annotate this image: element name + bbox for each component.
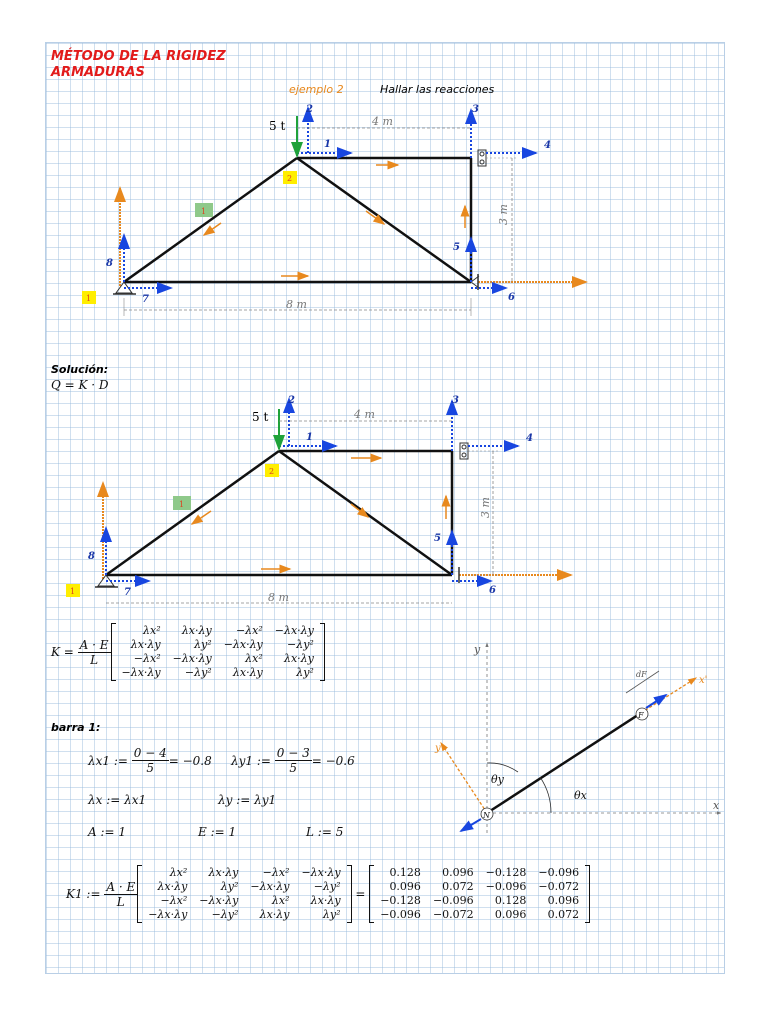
matrix-cell: −0.072 [432, 908, 474, 921]
matrix-cell: −0.072 [538, 880, 580, 893]
matrix-cell: λx·λy [259, 908, 290, 921]
svg-text:6: 6 [489, 585, 496, 596]
svg-text:7: 7 [124, 587, 131, 598]
dof-1: 1 [324, 139, 331, 150]
axis-y-label: y [474, 643, 481, 656]
matrix-cell: 0.072 [442, 880, 474, 893]
axis-x-label: x [713, 799, 720, 812]
k1-numeric-matrix [369, 865, 590, 923]
svg-text:5: 5 [434, 533, 441, 544]
matrix-cell: −λx·λy [148, 908, 188, 921]
matrix-cell: λy² [322, 908, 341, 921]
svg-text:2: 2 [269, 467, 275, 476]
svg-text:1: 1 [179, 500, 185, 509]
matrix-cell: −λy² [184, 666, 212, 679]
matrix-cell: −λx·λy [301, 866, 341, 879]
matrix-cell: 0.096 [442, 866, 474, 879]
svg-text:3 m: 3 m [479, 497, 492, 518]
matrix-cell: 0.128 [494, 894, 527, 907]
node-1-label: 1 [86, 294, 92, 303]
matrix-cell: λx·λy [181, 624, 212, 637]
dof-7: 7 [142, 294, 149, 305]
dof-2: 2 [306, 104, 313, 115]
load-label: 5 t [269, 119, 286, 133]
matrix-cell: −0.128 [485, 866, 527, 879]
local-y-label: y' [435, 743, 444, 754]
bar-1-label: 1 [201, 207, 207, 216]
matrix-cell: λx² [245, 652, 263, 665]
worksheet [45, 42, 725, 974]
lambda-y1: λy1 := $\frac{0 - 3}{5}$ = −0.6 [231, 746, 355, 775]
matrix-cell: λx² [169, 866, 188, 879]
k-generic-formula: K = $\frac{A \cdot E}{L}$ λx² λx·λy −λx² −λx·λy λx·λy λy² −λx·λy −λy² −λx² −λx·λy λx² λx·λy −λx·λy −λy² λx·λy λy² [51, 623, 325, 681]
matrix-cell: λy² [296, 666, 314, 679]
k1-formula: K1 := $\frac{A \cdot E}{L}$ λx² λx·λy −λx² −λx·λy λx·λy λy² −λx·λy −λy² −λx² −λx·λy λx² λx·λy −λx·λy −λy² λx·λy λy² = 0.128 0.096 −0.128 −0.096 0.096 0.072 −0.096 −0.072 −0.128 −0.096 0.128 0.096 −0.096 −0.072 0.096 0.072 [66, 865, 590, 923]
matrix-cell: −λy² [313, 880, 341, 893]
df-label: dF [636, 670, 647, 679]
modulus-assign: E := 1 [198, 825, 237, 839]
matrix-cell: λy² [220, 880, 239, 893]
matrix-cell: −λx·λy [172, 652, 212, 665]
matrix-cell: λx² [143, 624, 161, 637]
truss-diagram-1 [46, 98, 724, 333]
dim-bottom-label: 8 m [286, 298, 307, 311]
matrix-cell: −λx² [160, 894, 188, 907]
lambda-y-assign: λy := λy1 [218, 793, 277, 807]
orientation-sketch [431, 633, 721, 833]
dof-3: 3 [472, 104, 479, 115]
dof-8: 8 [106, 258, 113, 269]
svg-text:8 m: 8 m [268, 591, 289, 604]
svg-text:4: 4 [526, 433, 533, 444]
matrix-cell: 0.096 [494, 908, 527, 921]
dof-4: 4 [544, 140, 551, 151]
matrix-cell: −λx·λy [199, 894, 239, 907]
matrix-cell: 0.128 [389, 866, 421, 879]
theta-y-label: θy [491, 773, 504, 786]
bar1-heading: barra 1: [51, 721, 101, 734]
matrix-cell: 0.096 [547, 894, 580, 907]
solution-equation: Q = K · D [51, 378, 109, 392]
dof-5: 5 [453, 242, 460, 253]
area-assign: A := 1 [88, 825, 127, 839]
member-1 [124, 158, 297, 282]
svg-text:2: 2 [288, 395, 295, 406]
member-diagonal [297, 158, 471, 282]
lambda-x1: λx1 := $\frac{0 - 4}{5}$ = −0.8 [88, 746, 212, 775]
svg-text:8: 8 [88, 551, 95, 562]
matrix-cell: −λy² [287, 638, 314, 651]
matrix-cell: −λx·λy [223, 638, 263, 651]
svg-text:4 m: 4 m [354, 408, 375, 421]
lambda-x-assign: λx := λx1 [88, 793, 147, 807]
dof-6: 6 [508, 292, 515, 303]
matrix-cell: −λx·λy [274, 624, 314, 637]
matrix-cell: −λy² [211, 908, 239, 921]
matrix-cell: −0.096 [432, 894, 474, 907]
svg-text:1: 1 [70, 587, 76, 596]
matrix-cell: λx² [271, 894, 290, 907]
matrix-cell: −λx·λy [250, 880, 290, 893]
node-far-label: F [638, 711, 644, 720]
theta-x-label: θx [574, 789, 587, 802]
matrix-cell: −λx² [262, 866, 290, 879]
matrix-cell: −λx·λy [121, 666, 161, 679]
page-title: MÉTODO DE LA RIGIDEZ [51, 49, 226, 64]
matrix-cell: λx·λy [310, 894, 341, 907]
page-subtitle: ARMADURAS [51, 65, 145, 80]
dim-height-label: 3 m [497, 204, 510, 225]
k1-symbolic-matrix [137, 865, 351, 923]
matrix-cell: λx·λy [130, 638, 161, 651]
matrix-cell: λx·λy [232, 666, 263, 679]
svg-text:1: 1 [306, 432, 313, 443]
truss-diagram-2 [46, 391, 724, 621]
matrix-cell: −λx² [235, 624, 263, 637]
length-assign: L := 5 [306, 825, 344, 839]
example-label: ejemplo 2 [289, 83, 344, 96]
matrix-cell: −0.096 [485, 880, 527, 893]
matrix-cell: 0.072 [547, 908, 580, 921]
matrix-cell: λx·λy [208, 866, 239, 879]
svg-text:3: 3 [452, 395, 459, 406]
load-label-2: 5 t [252, 410, 269, 424]
matrix-cell: −λx² [133, 652, 161, 665]
matrix-cell: 0.096 [389, 880, 421, 893]
dim-top-label: 4 m [372, 115, 393, 128]
matrix-cell: −0.096 [380, 908, 421, 921]
matrix-cell: λx·λy [157, 880, 188, 893]
matrix-cell: λy² [194, 638, 212, 651]
node-near-label: N [483, 811, 490, 820]
node-2-label: 2 [287, 174, 293, 183]
k-generic-matrix [111, 623, 325, 681]
solution-heading: Solución: [51, 363, 109, 376]
local-x-label: x' [699, 675, 708, 686]
matrix-cell: −0.128 [380, 894, 421, 907]
task-label: Hallar las reacciones [380, 83, 495, 96]
matrix-cell: −0.096 [538, 866, 580, 879]
matrix-cell: λx·λy [283, 652, 314, 665]
